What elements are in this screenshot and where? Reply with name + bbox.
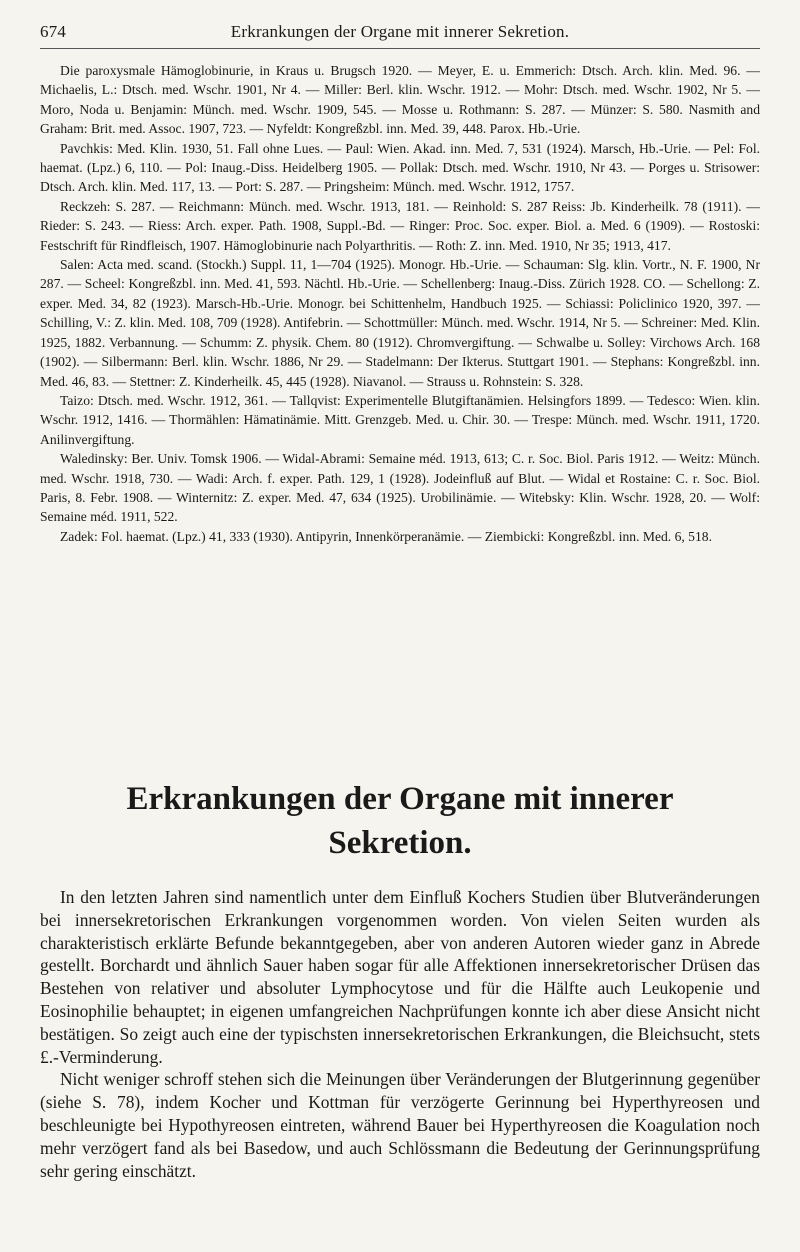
running-header [40, 22, 760, 49]
reference-paragraph: Pavchkis: Med. Klin. 1930, 51. Fall ohne Lues. — Paul: Wien. Akad. inn. Med. 7, 531 (1924). Marsch, Hb.-Urie. — Pel: Fol. haemat. (Lpz.) 6, 110. — Pol: Inaug.-Diss. Heidelberg 1905. — Pollak: Dtsch. med. Wschr. 1910, Nr 43. — Porges u. Strisower: Dtsch. Arch. klin. Med. 117, 13. — Port: S. 287. — Pringsheim: Münch. med. Wschr. 1912, 1757. [40, 140, 760, 195]
reference-paragraph: Zadek: Fol. haemat. (Lpz.) 41, 333 (1930). Antipyrin, Innenkörperanämie. — Ziembicki: Kongreßzbl. inn. Med. 6, 518. [60, 528, 712, 544]
body-text [40, 886, 760, 1182]
reference-paragraph: Die paroxysmale Hämoglobinurie, in Kraus u. Brugsch 1920. — Meyer, E. u. Emmerich: Dtsch. Arch. klin. Med. 96. — Michaelis, L.: Dtsch. med. Wschr. 1901, Nr 4. — Miller: Berl. klin. Wschr. 1912. — Mohr: Dtsch. med. Wschr. 1902, Nr 5. — Moro, Noda u. Benjamin: Münch. med. Wschr. 1909, 545. — Mosse u. Rothmann: S. 287. — Münzer: S. 580. Nasmith and Graham: Brit. med. Assoc. 1907, 723. — Nyfeldt: Kongreßzbl. inn. Med. 39, 448. Parox. Hb.-Urie. [40, 63, 760, 137]
section-heading-line: Sekretion. [328, 825, 472, 861]
reference-list [40, 61, 760, 546]
page-number: 674 [40, 22, 67, 41]
section-heading [40, 777, 760, 865]
section-heading-line: Erkrankungen der Organe mit innerer [126, 781, 674, 817]
running-title: Erkrankungen der Organe mit innerer Sekretion. [230, 22, 570, 41]
reference-paragraph: Salen: Acta med. scand. (Stockh.) Suppl. 11, 1—704 (1925). Monogr. Hb.-Urie. — Schauman: Slg. klin. Vortr., N. F. 1900, Nr 287. — Scheel: Kongreßzbl. inn. Med. 41, 593. Nächtl. Hb.-Urie. — Schellenberg: Inaug.-Diss. Zürich 1928. CO. — Schellong: Z. exper. Med. 34, 82 (1923). Marsch-Hb.-Urie. Monogr. bei Schittenhelm, Handbuch 1925. — Schiassi: Policlinico 1920, 397. — Schilling, V.: Z. klin. Med. 108, 709 (1928). Antifebrin. — Schottmüller: Münch. med. Wschr. 1914, Nr 5. — Schreiner: Med. Klin. 1925, 1882. Verbannung. — Schumm: Z. physik. Chem. 80 (1912). Chromvergiftung. — Schwalbe u. Solley: Virchows Arch. 168 (1902). — Silbermann: Berl. klin. Wschr. 1886, Nr 29. — Stadelmann: Der Ikterus. Stuttgart 1901. — Stephans: Kongreßzbl. inn. Med. 46, 83. — Stettner: Z. Kinderheilk. 45, 445 (1928). Niavanol. — Strauss u. Rohnstein: S. 328. [40, 257, 760, 389]
reference-paragraph: Waledinsky: Ber. Univ. Tomsk 1906. — Widal-Abrami: Semaine méd. 1913, 613; C. r. Soc. Biol. Paris 1912. — Weitz: Münch. med. Wschr. 1918, 730. — Wadi: Arch. f. exper. Path. 129, 1 (1928). Jodeinfluß auf Blut. — Widal et Rostaine: C. r. Soc. Biol. Paris, 8. Febr. 1908. — Winternitz: Z. exper. Med. 47, 634 (1925). Urobilinämie. — Witebsky: Klin. Wschr. 1928, 20. — Wolf: Semaine méd. 1911, 522. [40, 451, 760, 525]
body-paragraph: In den letzten Jahren sind namentlich unter dem Einfluß Kochers Studien über Blutveränderungen bei innersekretorischen Erkrankungen vorgenommen worden. Von vielen Seiten wurden als charakteristisch erklärte Befunde bekanntgegeben, aber von anderen Autoren wieder ganz in Abrede gestellt. Borchardt und ähnlich Sauer haben sogar für alle Affektionen innersekretorischer Drüsen das Bestehen von relativer und absoluter Lymphocytose und für die Hälfte auch Leukopenie und Eosinophilie behauptet; in eigenen umfangreichen Nachprüfungen konnte ich aber diese Ansicht nicht bestätigen. So zeigt auch eine der typischsten innersekretorischen Erkrankungen, die Bleichsucht, stets £.-Verminderung. [40, 887, 760, 1067]
reference-paragraph: Taizo: Dtsch. med. Wschr. 1912, 361. — Tallqvist: Experimentelle Blutgiftanämien. Helsingfors 1899. — Tedesco: Wien. klin. Wschr. 1912, 1416. — Thormählen: Hämatinämie. Mitt. Grenzgeb. Med. u. Chir. 30. — Trespe: Münch. med. Wschr. 1911, 1720. Anilinvergiftung. [40, 392, 760, 447]
reference-paragraph: Reckzeh: S. 287. — Reichmann: Münch. med. Wschr. 1913, 181. — Reinhold: S. 287 Reiss: Jb. Kinderheilk. 78 (1911). — Rieder: S. 243. — Riess: Arch. exper. Path. 1908, Suppl.-Bd. — Ringer: Proc. Soc. exper. Biol. a. Med. 6 (1909). — Rostoski: Festschrift für Rindfleisch, 1907. Hämoglobinurie nach Polyarthritis. — Roth: Z. inn. Med. 1910, Nr 35; 1913, 417. [40, 198, 760, 253]
body-paragraph: Nicht weniger schroff stehen sich die Meinungen über Veränderungen der Blutgerinnung gegenüber (siehe S. 78), indem Kocher und Kottman für verzögerte Gerinnung bei Hyperthyreosen und beschleunigte bei Hypothyreosen eintreten, während Bauer bei Hyperthyreosen die Koagulation noch mehr verzögert fand als bei Basedow, und auch Schlössmann die Bedeutung der Gerinnungsprüfung sehr gering einschätzt. [40, 1069, 760, 1181]
